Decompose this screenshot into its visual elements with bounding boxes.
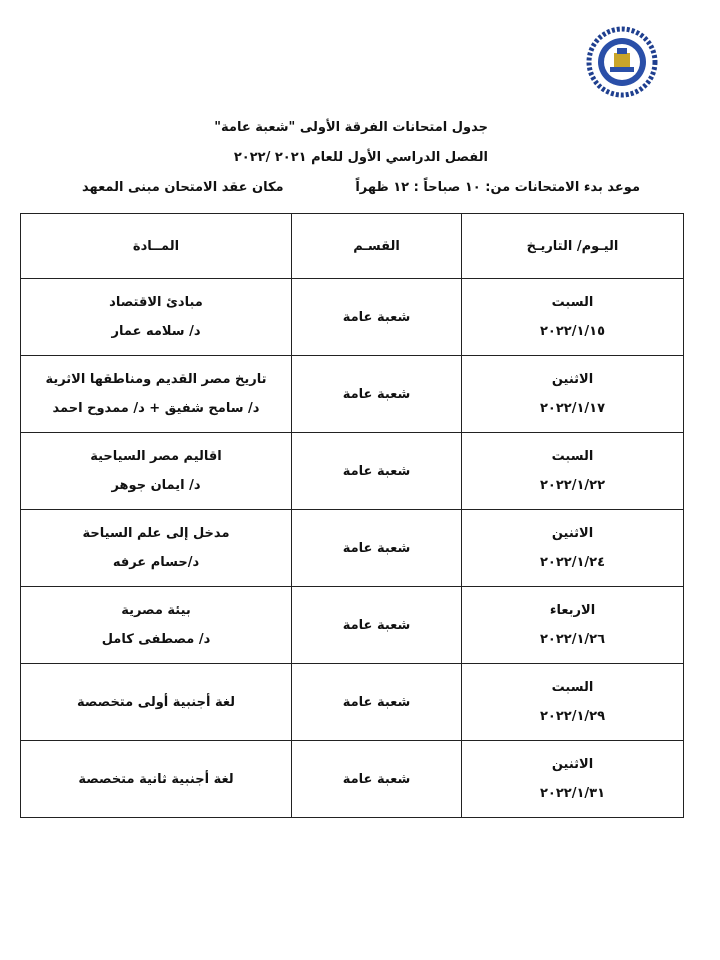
day-date-cell [462,587,684,664]
section-cell: شعبة عامة [292,664,462,741]
day-date-cell [462,433,684,510]
table-row [21,279,684,356]
section-cell: شعبة عامة [292,356,462,433]
section-cell: شعبة عامة [292,741,462,818]
date: ٢٠٢٢/١/١٧ [539,401,606,416]
subject-cell [21,587,292,664]
date: ٢٠٢٢/١/٢٢ [539,478,606,493]
date: ٢٠٢٢/١/٢٩ [539,709,606,724]
date: ٢٠٢٢/١/٢٤ [539,555,606,570]
exam-location: مكان عقد الامتحان مبنى المعهد [82,180,284,195]
header-subject: المــادة [21,214,292,279]
section-cell: شعبة عامة [292,587,462,664]
professor: د/حسام عرفه [112,555,200,570]
subject-cell [21,433,292,510]
day-date-cell [462,510,684,587]
table-header-row [21,214,684,279]
header-day-date: اليـوم/ التاريـخ [462,214,684,279]
subject-cell [21,510,292,587]
page-title: جدول امتحانات الفرقة الأولى "شعبة عامة" [214,120,488,135]
subject-cell [21,279,292,356]
subject: تاريخ مصر القديم ومناطقها الاثرية [45,372,267,387]
subject-cell: لغة أجنبية ثانية متخصصة [21,741,292,818]
exam-start-time: موعد بدء الامتحانات من: ١٠ صباحاً : ١٢ ظهراً [355,180,640,195]
institute-seal-icon [586,26,658,98]
table-row [21,664,684,741]
section-cell: شعبة عامة [292,279,462,356]
section-cell: شعبة عامة [292,510,462,587]
day-date-cell [462,664,684,741]
page-subtitle: الفصل الدراسي الأول للعام ٢٠٢١ /٢٠٢٢ [233,150,488,165]
subject: مبادئ الاقتصاد [109,295,203,310]
subject-cell: لغة أجنبية أولى متخصصة [21,664,292,741]
section-cell: شعبة عامة [292,433,462,510]
table-row [21,741,684,818]
table-row [21,433,684,510]
day: السبت [551,295,594,310]
day: الاثنين [551,757,594,772]
day-date-cell [462,356,684,433]
day-date-cell [462,741,684,818]
day-date-cell [462,279,684,356]
table-row [21,510,684,587]
professor: د/ مصطفى كامل [101,632,211,647]
day: الاربعاء [549,603,596,618]
table-row [21,587,684,664]
day: الاثنين [551,372,594,387]
day: السبت [551,449,594,464]
exam-schedule-table [20,213,684,818]
day: السبت [551,680,594,695]
date: ٢٠٢٢/١/٢٦ [539,632,606,647]
header-section: القسـم [292,214,462,279]
subject: بيئة مصرية [121,603,191,618]
subject: اقاليم مصر السياحية [90,449,222,464]
professor: د/ ايمان جوهر [111,478,201,493]
table-row [21,356,684,433]
day: الاثنين [551,526,594,541]
subject: مدخل إلى علم السياحة [82,526,230,541]
date: ٢٠٢٢/١/٣١ [539,786,606,801]
subject-cell [21,356,292,433]
professor: د/ سامح شفيق + د/ ممدوح احمد [52,401,260,416]
professor: د/ سلامه عمار [111,324,201,339]
date: ٢٠٢٢/١/١٥ [539,324,606,339]
